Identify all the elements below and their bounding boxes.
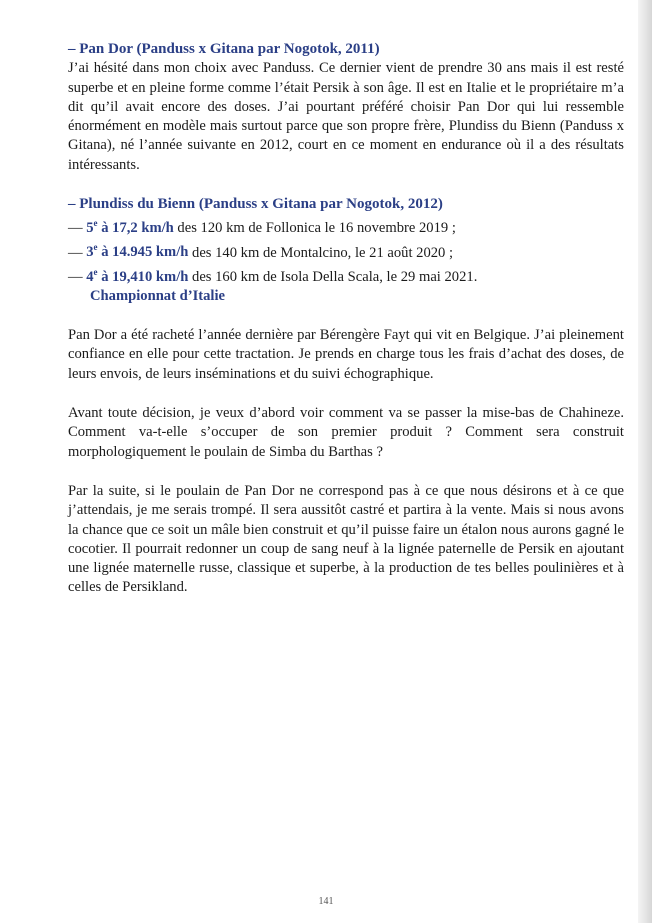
page-number: 141 — [318, 896, 334, 907]
result-line: — 3e à 14.945 km/h des 140 km de Montalcino, le 21 août 2020 ; — [68, 242, 454, 261]
section-heading-plundiss: – Plundiss du Bienn (Panduss x Gitana par Nogotok, 2012) — [68, 196, 443, 213]
section-plundiss — [68, 195, 624, 306]
result-detail: des 140 km de Montalcino, le 21 août 2020 ; — [188, 244, 454, 261]
page-content — [68, 40, 624, 618]
result-line: — 4e à 19,410 km/h des 160 km de Isola Della Scala, le 29 mai 2021. — [68, 266, 478, 285]
paragraph-belgium: Pan Dor a été racheté l’année dernière par Bérengère Fayt qui vit en Belgique. J’ai pleinement confiance en elle pour cette tractation. Je prends en charge tous les frais d’achat des doses, de leurs envois, de leurs inséminations et du suivi échographique. — [68, 327, 624, 382]
result-speed: 5e à 17,2 km/h — [86, 218, 174, 237]
section-body-pan-dor: J’ai hésité dans mon choix avec Panduss. Ce dernier vient de prendre 30 ans mais il est resté superbe et en pleine forme comme l’était Persik à son âge. Il est en Italie et le propriétaire m’a dit qu’il avait encore des doses. J’ai pourtant préféré choisir Pan Dor qui lui ressemble énormément en modèle mais surtout parce que son propre frère, Plundiss du Bienn (Panduss x Gitana), né l’année suivante en 2012, court en ce moment en endurance où il a des résultats intéressants. — [68, 60, 624, 173]
paragraph-decision: Avant toute décision, je veux d’abord voir comment va se passer la mise-bas de Chahineze. Comment va-t-elle s’occuper de son premier produit ? Comment sera construit morphologiquement le poulain de Simba du Barthas ? — [68, 405, 624, 460]
section-pan-dor — [68, 40, 624, 175]
result-speed: 4e à 19,410 km/h — [86, 266, 189, 285]
section-heading-pan-dor: – Pan Dor (Panduss x Gitana par Nogotok, 2011) — [68, 41, 380, 57]
result-detail: des 160 km de Isola Della Scala, le 29 mai 2021. — [188, 268, 478, 285]
result-detail: des 120 km de Follonica le 16 novembre 2019 ; — [173, 220, 456, 237]
result-speed: 3e à 14.945 km/h — [86, 242, 189, 261]
page-edge — [638, 0, 652, 923]
championship-label: Championnat d’Italie — [90, 287, 226, 304]
paragraph-outcome: Par la suite, si le poulain de Pan Dor ne correspond pas à ce que nous désirons et à ce que j’attendais, je me serais trompé. Il sera aussitôt castré et partira à la vente. Mais si nous avons la chance que ce soit un mâle bien construit et qu’il puisse faire un étalon nous aurons gagné le cocotier. Il pourrait redonner un coup de sang neuf à la lignée paternelle de Persik en ajoutant une lignée maternelle russe, classique et superbe, à la production de tes belles poulinières et à celles de Persikland. — [68, 482, 624, 596]
result-line: — 5e à 17,2 km/h des 120 km de Follonica le 16 novembre 2019 ; — [68, 218, 456, 237]
